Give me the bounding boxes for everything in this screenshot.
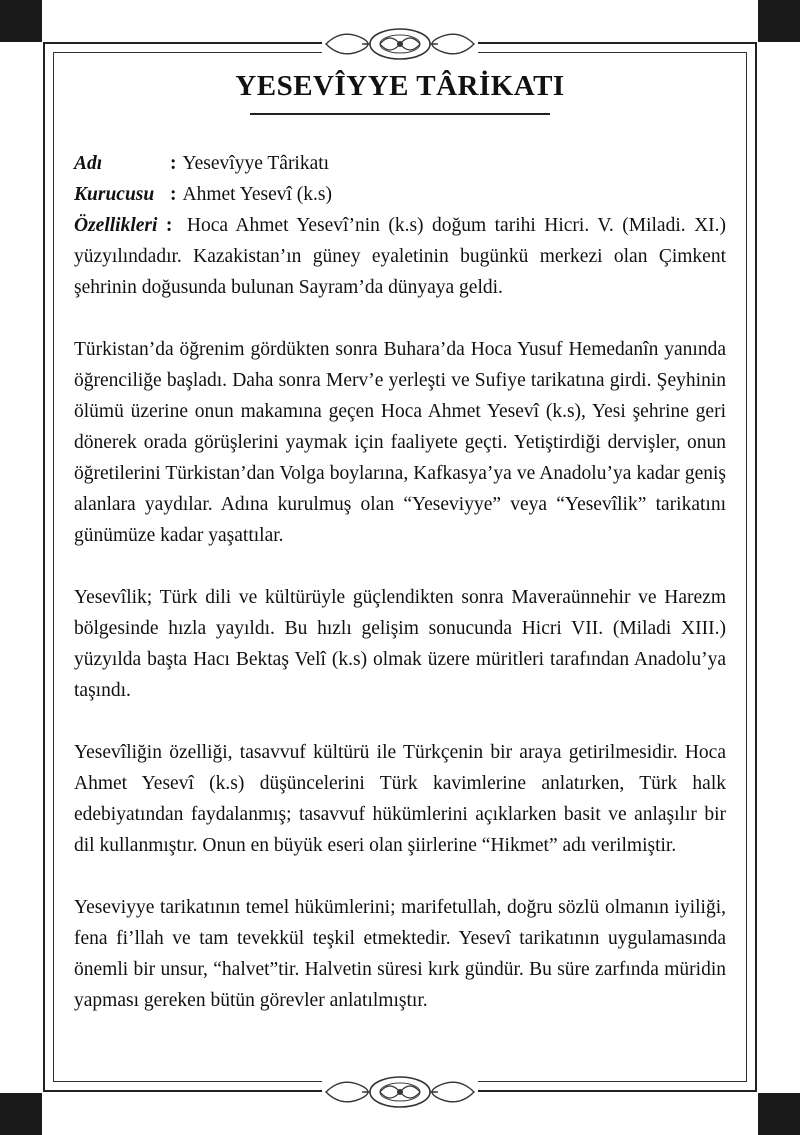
corner-block-top-right: [758, 0, 800, 42]
field-features-label: Özellikleri: [74, 215, 158, 236]
colon: :: [165, 215, 173, 236]
field-features-value: Hoca Ahmet Yesevî’nin (k.s) doğum tarihi Hicri. V. (Miladi. XI.) yüzyılındadır. Kazakistan’ın güney eyaletinin bugünkü merkezi olan Çimkent şehrinin doğusunda bulunan Sayram’da dünyaya geldi.: [74, 215, 727, 298]
field-founder: [74, 179, 726, 210]
document-body: [74, 148, 726, 1016]
field-name-label: Adı: [74, 153, 103, 174]
corner-block-bottom-left: [0, 1093, 42, 1135]
field-features: [74, 210, 726, 303]
field-name: [74, 148, 726, 179]
paragraph: Yeseviyye tarikatının temel hükümlerini; marifetullah, doğru sözlü olmanın iyiliği, fena fi’llah ve tam tevekkül teşkil etmektedir. Yesevî tarikatının uygulamasında önemli bir unsur, “halvet”tir. Halvetin süresi kırk gündür. Bu süre zarfında müridin yapması gereken bütün görevler anlatılmıştır.: [74, 897, 726, 1011]
colon: :: [170, 153, 177, 174]
colon: :: [170, 184, 177, 205]
paragraph: Yesevîlik; Türk dili ve kültürüyle güçlendikten sonra Maveraünnehir ve Harezm bölgesinde hızla yayıldı. Bu hızlı gelişim sonucunda Hicri VII. (Miladi XIII.) yüzyılda başta Hacı Bektaş Velî (k.s) olmak üzere müritleri tarafından Anadolu’ya taşındı.: [74, 587, 726, 701]
floral-ornament-icon: [322, 1072, 478, 1112]
field-founder-value: Ahmet Yesevî (k.s): [182, 184, 332, 205]
corner-block-bottom-right: [758, 1093, 800, 1135]
page-title: YESEVÎYYE TÂRİKATI: [235, 70, 565, 102]
floral-ornament-icon: [322, 24, 478, 64]
field-name-value: Yesevîyye Târikatı: [182, 153, 330, 174]
paragraph: Türkistan’da öğrenim gördükten sonra Buhara’da Hoca Yusuf Hemedanîn yanında öğrenciliğe başladı. Daha sonra Merv’e yerleşti ve Sufiye tarikatına girdi. Şeyhinin ölümü üzerine onun makamına geçen Hoca Ahmet Yesevî (k.s), Yesi şehrine geri dönerek orada görüşlerini yaymak için faaliyete geçti. Yetiştirdiği dervişler, onun öğretilerini Türkistan’dan Volga boylarına, Kafkasya’ya ve Anadolu’ya kadar geniş alanlara yaydılar. Adına kurulmuş olan “Yeseviyye” veya “Yesevîlik” tarikatını günümüze kadar yaşattılar.: [74, 339, 726, 546]
title-underline: [250, 113, 550, 115]
field-founder-label: Kurucusu: [74, 184, 155, 205]
corner-block-top-left: [0, 0, 42, 42]
paragraph: Yesevîliğin özelliği, tasavvuf kültürü ile Türkçenin bir araya getirilmesidir. Hoca Ahmet Yesevî (k.s) düşüncelerini Türk kavimlerine anlatırken, Türk halk edebiyatından faydalanmış; tasavvuf hükümlerini açıklarken basit ve anlaşılır bir dil kullanmıştır. Onun en büyük eseri olan şiirlerine “Hikmet” adı verilmiştir.: [74, 742, 726, 856]
